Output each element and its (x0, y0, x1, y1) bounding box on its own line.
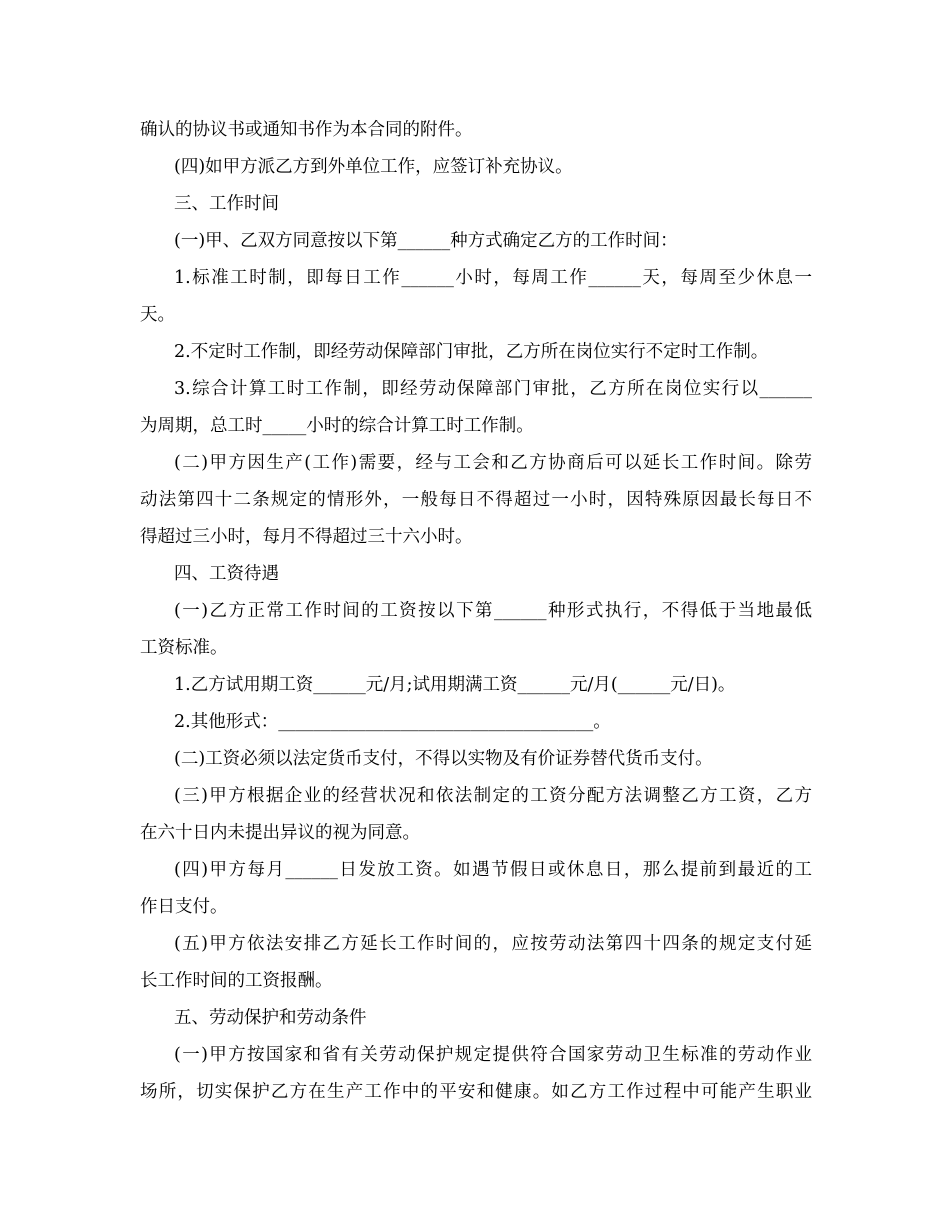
text-line: 为周期，总工时_____小时的综合计算工时工作制。 (140, 416, 534, 436)
section-heading: 五、劳动保护和劳动条件 (174, 1008, 367, 1028)
text-line: 确认的协议书或通知书作为本合同的附件。 (140, 120, 473, 140)
text-line: (一)乙方正常工作时间的工资按以下第______种形式执行，不得低于当地最低 (174, 601, 812, 621)
text-line: 长工作时间的工资报酬。 (140, 971, 333, 991)
text-line: 在六十日内未提出异议的视为同意。 (140, 823, 420, 843)
text-line: 3.综合计算工时工作制，即经劳动保障部门审批，乙方所在岗位实行以______ (174, 379, 812, 399)
text-line: 作日支付。 (140, 897, 228, 917)
text-line: 2.不定时工作制，即经劳动保障部门审批，乙方所在岗位实行不定时工作制。 (174, 342, 769, 362)
text-line: 1.乙方试用期工资______元/月;试用期满工资______元/月(______元/日)。 (174, 675, 736, 695)
text-line: (二)甲方因生产(工作)需要，经与工会和乙方协商后可以延长工作时间。除劳 (174, 453, 812, 473)
text-line: (一)甲方按国家和省有关劳动保护规定提供符合国家劳动卫生标准的劳动作业 (174, 1045, 812, 1065)
text-line: 场所，切实保护乙方在生产工作中的平安和健康。如乙方工作过程中可能产生职业 (140, 1082, 812, 1102)
text-line: 1.标准工时制，即每日工作______小时，每周工作______天，每周至少休息一 (174, 268, 812, 288)
text-line: 得超过三小时，每月不得超过三十六小时。 (140, 527, 473, 547)
text-line: 工资标准。 (140, 638, 228, 658)
text-line: (五)甲方依法安排乙方延长工作时间的，应按劳动法第四十四条的规定支付延 (174, 934, 812, 954)
text-line: 动法第四十二条规定的情形外，一般每日不得超过一小时，因特殊原因最长每日不 (140, 490, 812, 510)
text-line: (四)如甲方派乙方到外单位工作，应签订补充协议。 (174, 157, 573, 177)
text-line: (二)工资必须以法定货币支付，不得以实物及有价证券替代货币支付。 (174, 749, 713, 769)
section-heading: 四、工资待遇 (174, 564, 279, 584)
text-line: (三)甲方根据企业的经营状况和依法制定的工资分配方法调整乙方工资，乙方 (174, 786, 812, 806)
text-line: 天。 (140, 305, 175, 325)
text-line: 2.其他形式：____________________________________。 (174, 712, 611, 732)
section-heading: 三、工作时间 (174, 194, 279, 214)
text-line: (一)甲、乙双方同意按以下第______种方式确定乙方的工作时间： (174, 231, 678, 251)
text-line: (四)甲方每月______日发放工资。如遇节假日或休息日，那么提前到最近的工 (174, 860, 812, 880)
